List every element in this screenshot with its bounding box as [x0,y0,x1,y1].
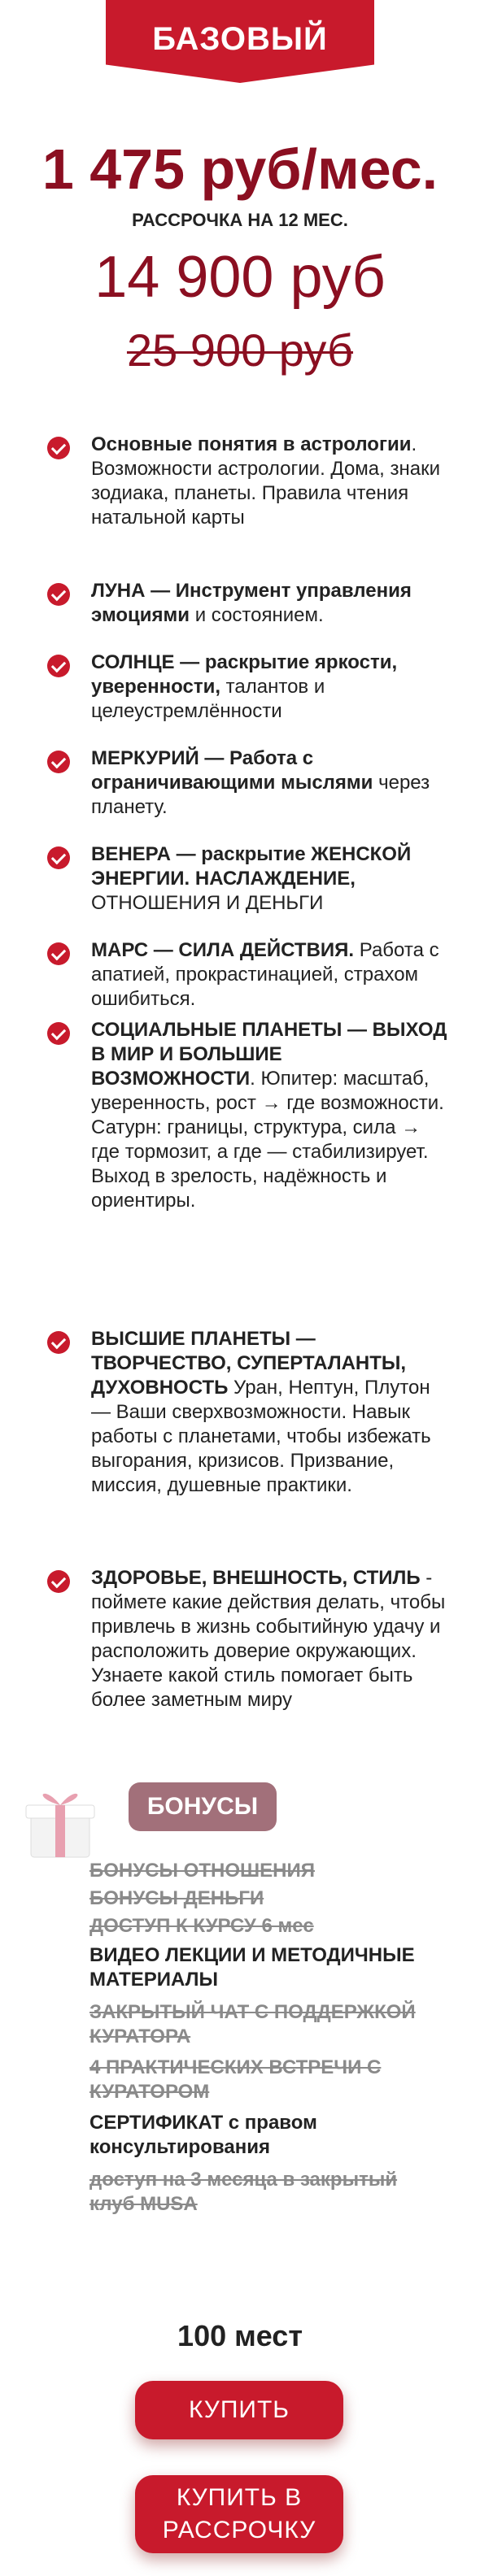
check-icon [47,1570,70,1593]
feature-item [91,842,449,916]
check-icon [47,846,70,869]
monthly-price: 1 475 руб/мес. [41,137,439,201]
feature-text: - поймете какие действия делать, чтобы привлечь в жизнь событийную удачу и расположить доверие окружающих. Узнаете какой стиль помогает быть более заметным миру [91,1567,446,1711]
bonus-item: СЕРТИФИКАТ с правом консультирования [89,2112,317,2158]
feature-text: через планету. [91,772,430,818]
feature-title: МАРС — СИЛА ДЕЙСТВИЯ. [91,939,355,961]
feature-item [91,651,449,724]
feature-text: талантов и целеустремлённости [91,676,325,722]
old-price: 25 900 руб [126,324,354,376]
bonus-item: 4 ПРАКТИЧЕСКИХ ВСТРЕЧИ С КУРАТОРОМ [89,2056,382,2103]
bonus-item: БОНУСЫ ОТНОШЕНИЯ [89,1860,315,1882]
feature-text: . Юпитер: масштаб, уверенность, рост → где возможности. Сатурн: границы, структура, сила → где тормозит, а где — стабилизирует. Выход в зрелость, надёжность и ориентиры. [91,1068,444,1212]
bonus-item: ЗАКРЫТЫЙ ЧАТ С ПОДДЕРЖКОЙ КУРАТОРА [89,2001,416,2047]
feature-title: ВЫСШИЕ ПЛАНЕТЫ — ТВОРЧЕСТВО, СУПЕРТАЛАНТЫ, ДУХОВНОСТЬ [91,1328,407,1399]
feature-item [91,746,449,820]
check-icon [47,583,70,606]
bonus-item: ДОСТУП К КУРСУ 6 мес [89,1915,314,1937]
feature-text: ОТНОШЕНИЯ И ДЕНЬГИ [91,892,324,914]
plan-name: БАЗОВЫЙ [152,21,328,57]
bonus-item: БОНУСЫ ДЕНЬГИ [89,1887,264,1909]
buy-installment-button[interactable]: КУПИТЬ В РАССРОЧКУ [135,2475,343,2553]
feature-item [91,1566,449,1712]
feature-title: СОЦИАЛЬНЫЕ ПЛАНЕТЫ — ВЫХОД В МИР И БОЛЬШИЕ ВОЗМОЖНОСТИ [91,1019,447,1090]
feature-text: и состоянием. [190,604,324,626]
feature-item [91,1327,449,1498]
feature-title: ВЕНЕРА — раскрытие ЖЕНСКОЙ ЭНЕРГИИ. НАСЛАЖДЕНИЕ, [91,843,412,890]
gift-icon [20,1781,101,1862]
check-icon [47,437,70,459]
feature-text: Работа с апатией, прокрастинацией, страхом ошибиться. [91,939,439,1010]
feature-title: МЕРКУРИЙ — Работа с ограничивающими мыслями [91,747,373,794]
check-icon [47,1331,70,1354]
installment-note: РАССРОЧКА НА 12 МЕС. [132,210,348,230]
seats-count: 100 мест [177,2319,303,2352]
feature-item [91,579,449,628]
feature-title: ЗДОРОВЬЕ, ВНЕШНОСТЬ, СТИЛЬ [91,1567,421,1589]
bonuses-badge: БОНУСЫ [129,1782,277,1831]
feature-title: ЛУНА — Инструмент управления эмоциями [91,580,412,626]
feature-text: . Возможности астрологии. Дома, знаки зодиака, планеты. Правила чтения натальной карты [91,433,440,529]
feature-title: СОЛНЦЕ — раскрытие яркости, уверенности, [91,651,398,698]
check-icon [47,942,70,965]
feature-item [91,938,449,1012]
feature-title: Основные понятия в астрологии [91,433,412,455]
bonus-item: ВИДЕО ЛЕКЦИИ И МЕТОДИЧНЫЕ МАТЕРИАЛЫ [89,1944,415,1991]
feature-item [91,433,449,530]
check-icon [47,1022,70,1045]
feature-text: Уран, Нептун, Плутон — Ваши сверхвозможности. Навык работы с планетами, чтобы избежать выгорания, кризисов. Призвание, миссия, душевные практики. [91,1377,431,1496]
check-icon [47,751,70,773]
bonus-item: доступ на 3 месяца в закрытый клуб MUSA [89,2169,398,2215]
full-price: 14 900 руб [94,245,386,310]
check-icon [47,655,70,677]
feature-item [91,1018,449,1213]
buy-button[interactable]: КУПИТЬ [135,2381,343,2439]
